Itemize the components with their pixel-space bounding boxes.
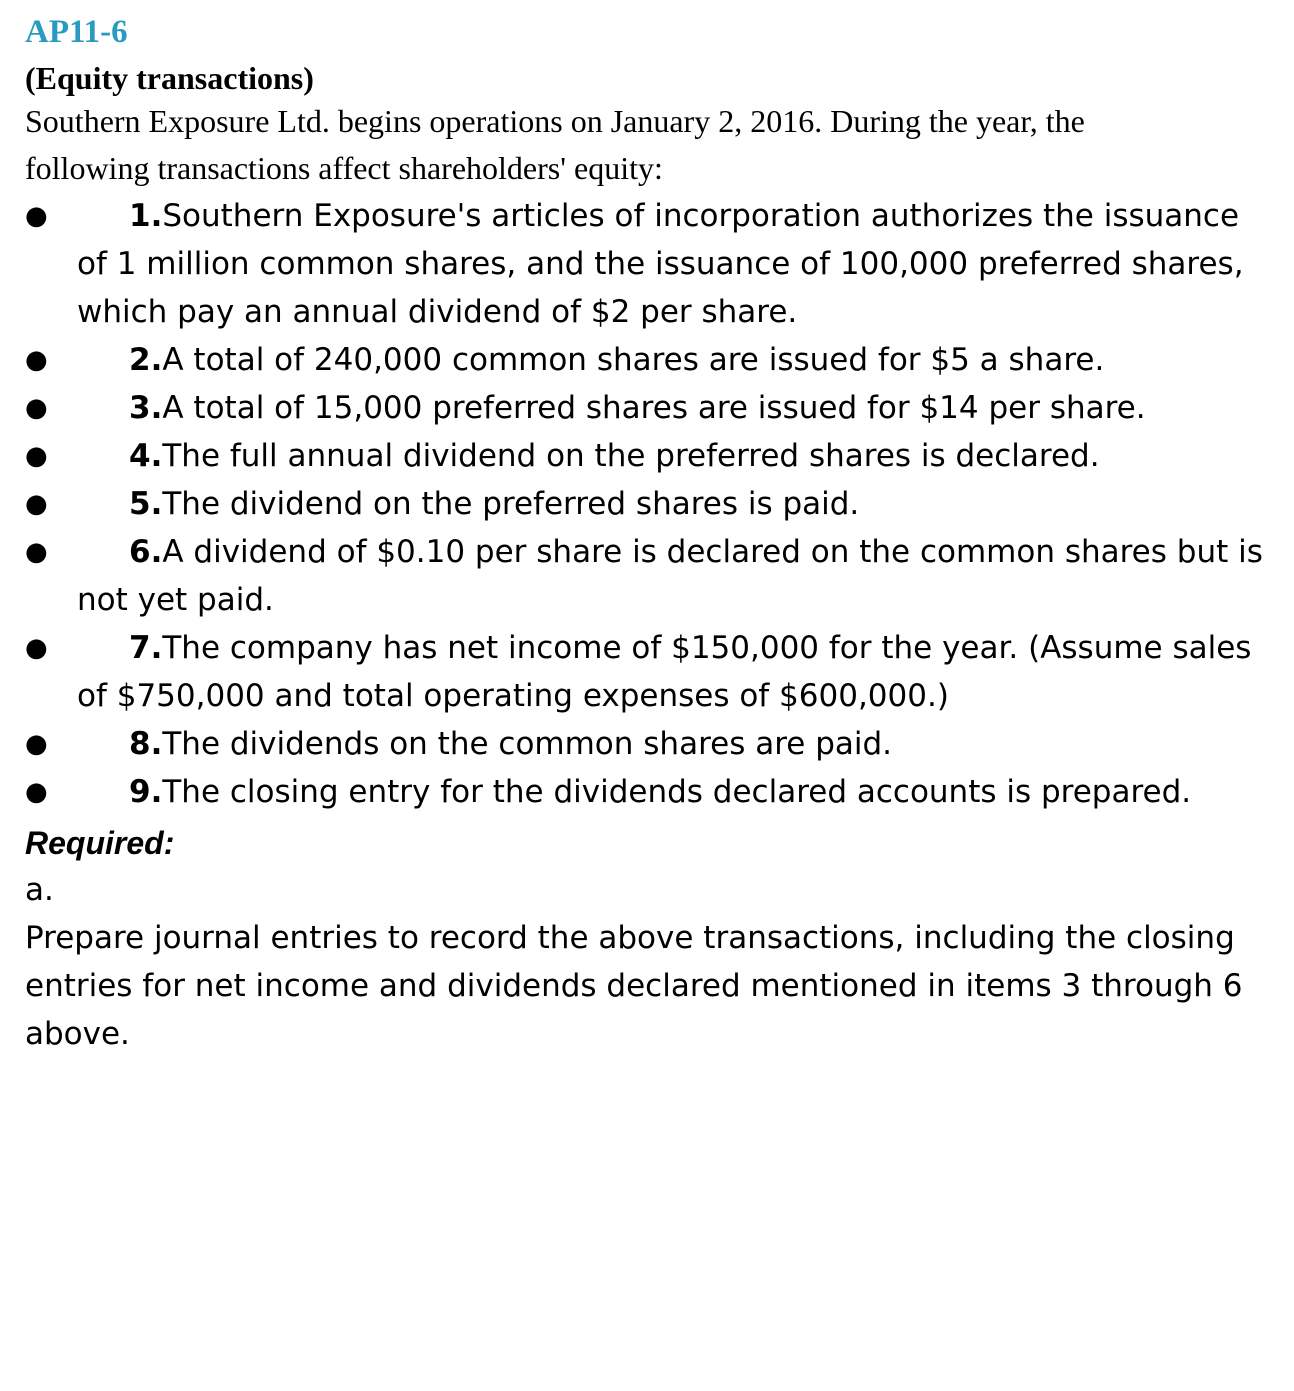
item-text: A total of 240,000 common shares are issued for $5 a share. bbox=[162, 342, 1105, 378]
transaction-list bbox=[25, 192, 1294, 816]
item-text: The full annual dividend on the preferred shares is declared. bbox=[162, 438, 1100, 474]
list-item bbox=[25, 480, 1267, 528]
item-text: A dividend of $0.10 per share is declared on the common shares but is not yet paid. bbox=[77, 534, 1263, 618]
item-text: Southern Exposure's articles of incorporation authorizes the issuance of 1 million common shares, and the issuance of 100,000 preferred shares, which pay an annual dividend of $2 per share. bbox=[77, 198, 1244, 330]
item-text: The dividend on the preferred shares is paid. bbox=[162, 486, 860, 522]
problem-title: (Equity transactions) bbox=[25, 60, 314, 96]
item-text: The company has net income of $150,000 for the year. (Assume sales of $750,000 and total operating expenses of $600,000.) bbox=[77, 630, 1252, 714]
list-item bbox=[25, 384, 1267, 432]
problem-code: AP11-6 bbox=[25, 14, 128, 50]
item-number: 4. bbox=[129, 438, 163, 474]
bullet-icon: ● bbox=[25, 777, 48, 807]
list-item bbox=[25, 528, 1267, 624]
part-letter: a. bbox=[25, 872, 54, 908]
item-number: 1. bbox=[129, 198, 163, 234]
item-text: A total of 15,000 preferred shares are issued for $14 per share. bbox=[162, 390, 1146, 426]
bullet-icon: ● bbox=[25, 345, 48, 375]
bullet-icon: ● bbox=[25, 393, 48, 423]
item-number: 2. bbox=[129, 342, 163, 378]
list-item bbox=[25, 192, 1267, 336]
list-item bbox=[25, 624, 1267, 720]
item-number: 8. bbox=[129, 726, 163, 762]
bullet-icon: ● bbox=[25, 201, 48, 231]
bullet-icon: ● bbox=[25, 729, 48, 759]
item-text: The closing entry for the dividends declared accounts is prepared. bbox=[162, 774, 1192, 810]
bullet-icon: ● bbox=[25, 537, 48, 567]
list-item bbox=[25, 768, 1267, 816]
bullet-icon: ● bbox=[25, 489, 48, 519]
required-heading: Required: bbox=[25, 825, 175, 861]
item-number: 6. bbox=[129, 534, 163, 570]
item-number: 5. bbox=[129, 486, 163, 522]
list-item bbox=[25, 720, 1267, 768]
item-number: 3. bbox=[129, 390, 163, 426]
item-number: 9. bbox=[129, 774, 163, 810]
bullet-icon: ● bbox=[25, 441, 48, 471]
item-number: 7. bbox=[129, 630, 163, 666]
bullet-icon: ● bbox=[25, 633, 48, 663]
problem-intro: Southern Exposure Ltd. begins operations on January 2, 2016. During the year, the following transactions affect shareholders' equity: bbox=[25, 103, 1085, 186]
item-text: The dividends on the common shares are paid. bbox=[162, 726, 893, 762]
list-item bbox=[25, 432, 1267, 480]
part-instructions: Prepare journal entries to record the above transactions, including the closing entries for net income and dividends declared mentioned in items 3 through 6 above. bbox=[25, 920, 1243, 1052]
list-item bbox=[25, 336, 1267, 384]
